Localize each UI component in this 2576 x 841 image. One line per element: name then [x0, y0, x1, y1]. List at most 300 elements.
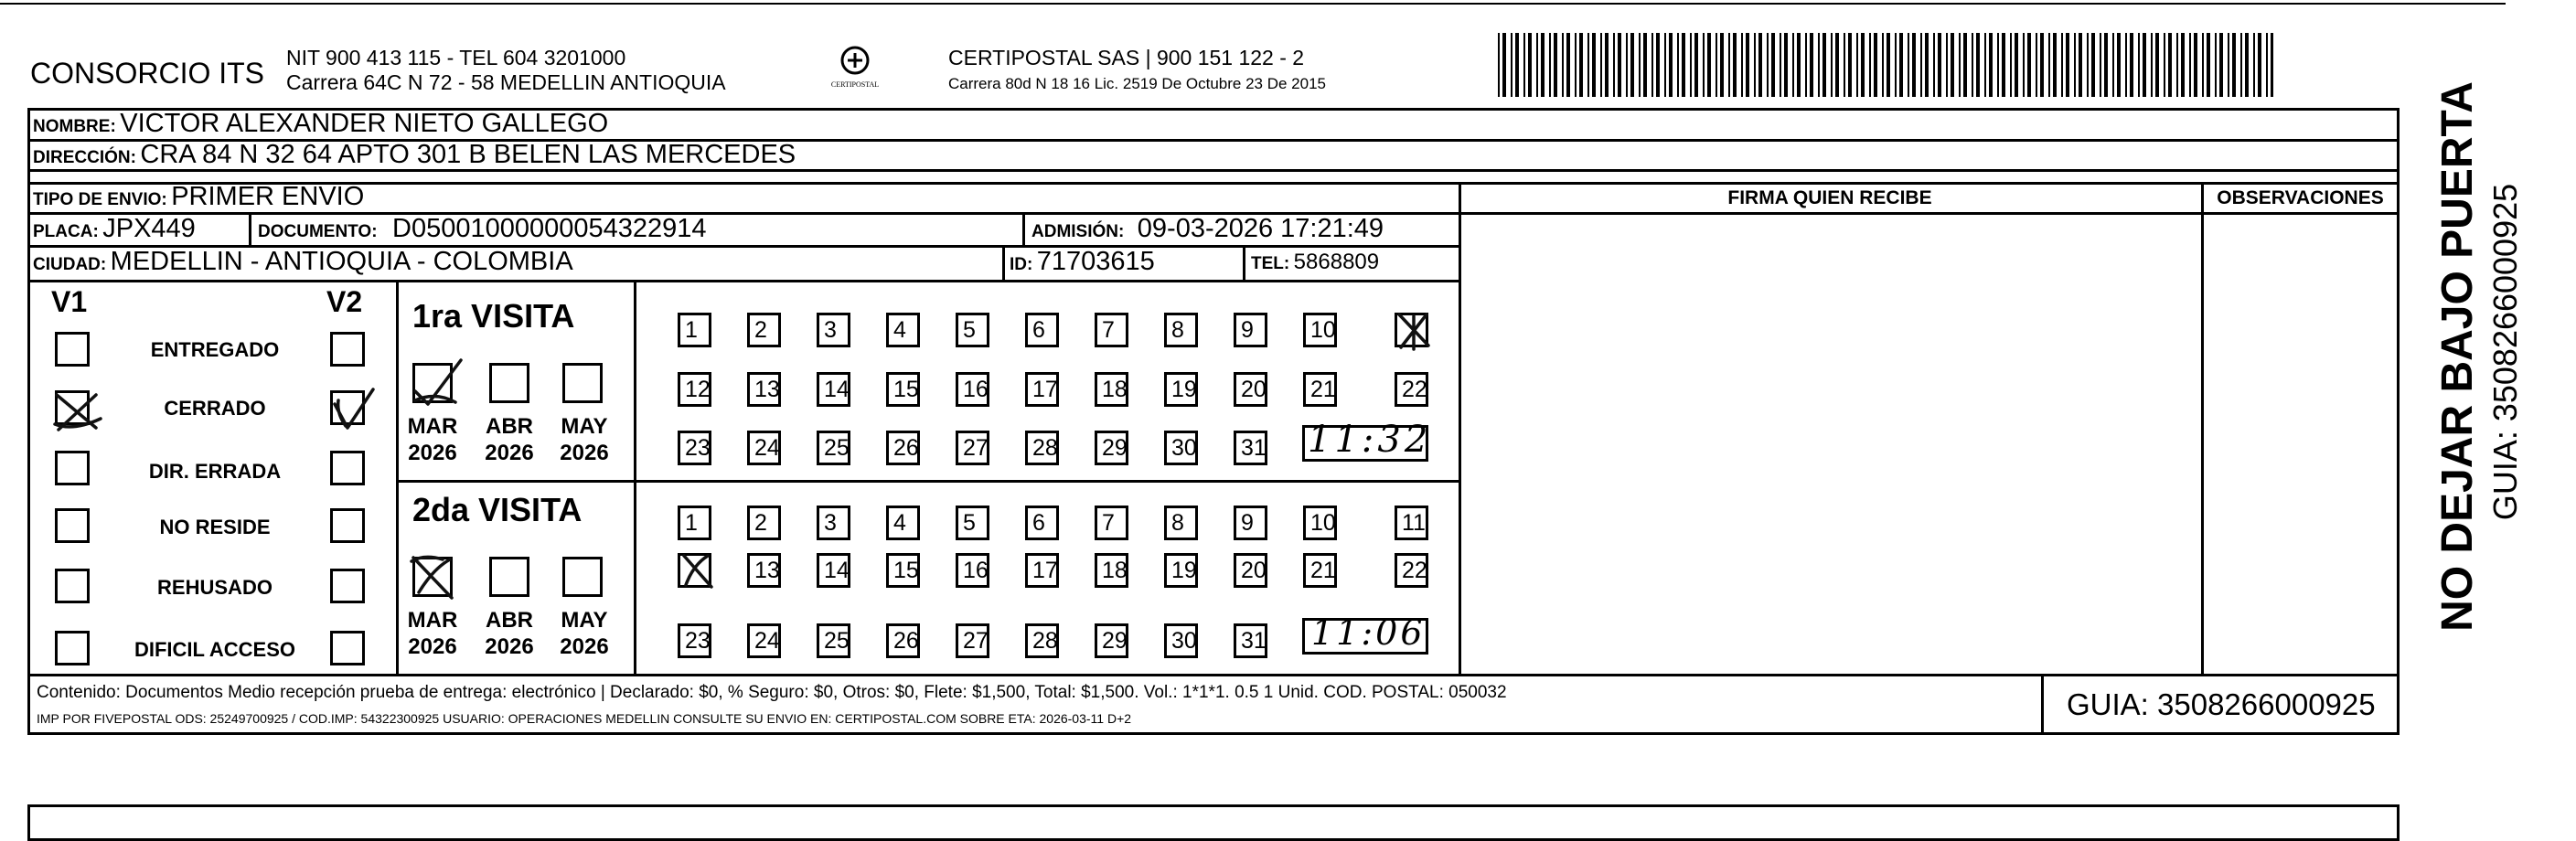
first-visit-day-label: 10 [1310, 317, 1336, 343]
first-visit-day-23[interactable] [678, 431, 711, 465]
first-visit-day-17[interactable] [1025, 372, 1059, 407]
barcode-bar [1613, 33, 1615, 97]
second-visit-month-may-box[interactable] [562, 557, 603, 597]
first-visit-day-13[interactable] [747, 372, 781, 407]
v2-checkbox-dificil-acceso[interactable] [330, 631, 365, 665]
barcode-bar [1720, 33, 1724, 97]
barcode-bar [2010, 33, 2012, 97]
first-visit-day-29[interactable] [1095, 431, 1128, 465]
v1-checkbox-entregado[interactable] [55, 332, 90, 367]
admision-row [1031, 216, 1384, 242]
barcode-bar [1541, 33, 1545, 97]
first-visit-title: 1ra VISITA [412, 297, 575, 335]
first-visit-month-abr-box[interactable] [489, 363, 529, 403]
v2-checkbox-no-reside[interactable] [330, 508, 365, 543]
second-visit-day-label: 9 [1241, 510, 1254, 536]
first-visit-mar-check-mark-icon [408, 355, 472, 411]
first-visit-day-27[interactable] [956, 431, 989, 465]
barcode-bar [2232, 33, 2236, 97]
first-visit-day-label: 3 [824, 317, 837, 343]
barcode-bar [1848, 33, 1852, 97]
barcode-bar [2258, 33, 2261, 97]
first-visit-month-may-box[interactable] [562, 363, 603, 403]
barcode-bar [1925, 33, 1929, 97]
second-visit-day-label: 17 [1032, 558, 1058, 583]
second-visit-day-10[interactable] [1303, 506, 1337, 540]
barcode-bar [1882, 33, 1884, 97]
first-visit-day-label: 2 [754, 317, 767, 343]
barcode-bar [1515, 33, 1519, 97]
barcode-bar [1984, 33, 1986, 97]
barcode-bar [2104, 33, 2108, 97]
second-visit-day-label: 19 [1171, 558, 1197, 583]
second-visit-day-label: 16 [963, 558, 989, 583]
barcode-bar [1741, 33, 1743, 97]
first-visit-day-1[interactable] [678, 313, 711, 347]
v1-cerrado-x-mark-icon [46, 384, 110, 439]
first-visit-day-label: 18 [1102, 377, 1128, 402]
barcode-bar [2143, 33, 2146, 97]
barcode-bar [2240, 33, 2242, 97]
barcode-bar [1728, 33, 1730, 97]
direccion-label: DIRECCIÓN: [33, 148, 136, 167]
reason-cerrado: CERRADO [164, 397, 266, 420]
second-visit-day-label: 30 [1171, 628, 1197, 654]
nombre-row [33, 111, 608, 137]
first-visit-month-abr: ABR [486, 414, 533, 439]
second-visit-month-abr-box[interactable] [489, 557, 529, 597]
second-visit-year: 2026 [560, 634, 609, 659]
second-visit-month-may: MAY [561, 608, 608, 633]
first-visit-day-6[interactable] [1025, 313, 1059, 347]
first-visit-day-label: 22 [1402, 377, 1427, 402]
first-visit-day-25[interactable] [817, 431, 850, 465]
first-visit-day-5[interactable] [956, 313, 989, 347]
barcode-bar [1933, 33, 1935, 97]
barcode-bar [1797, 33, 1801, 97]
second-visit-day-label: 23 [685, 628, 711, 654]
barcode-bar [1908, 33, 1909, 97]
second-visit-day-label: 31 [1241, 628, 1267, 654]
tel-value: 5868809 [1293, 250, 1380, 274]
second-visit-day-label: 8 [1171, 510, 1184, 536]
barcode-bar [1664, 33, 1666, 97]
barcode-bar [1951, 33, 1954, 97]
first-visit-day-22[interactable] [1395, 372, 1428, 407]
second-visit-day-label: 29 [1102, 628, 1128, 654]
tipo-row [33, 184, 364, 210]
barcode-bar [1733, 33, 1737, 97]
second-visit-day-15[interactable] [886, 553, 920, 588]
rule [1243, 245, 1245, 280]
second-visit-day-16[interactable] [956, 553, 989, 588]
second-visit-day-22[interactable] [1395, 553, 1428, 588]
second-visit-day-9[interactable] [1234, 506, 1267, 540]
barcode-bar [1780, 33, 1781, 97]
second-visit-day-label: 22 [1402, 558, 1427, 583]
admision-value: 09-03-2026 17:21:49 [1137, 214, 1384, 243]
second-visit-day-23[interactable] [678, 623, 711, 658]
barcode-bar [1536, 33, 1538, 97]
second-visit-day-label: 6 [1032, 510, 1045, 536]
second-visit-day-label: 3 [824, 510, 837, 536]
rule [1002, 245, 1005, 280]
first-visit-day-12[interactable] [678, 372, 711, 407]
second-visit-day-3[interactable] [817, 506, 850, 540]
barcode-bar [1767, 33, 1769, 97]
firma-label: FIRMA QUIEN RECIBE [1727, 187, 1932, 208]
v2-checkbox-entregado[interactable] [330, 332, 365, 367]
barcode-bar [1707, 33, 1711, 97]
barcode-bar [1600, 33, 1602, 97]
barcode-bar [1626, 33, 1628, 97]
second-visit-day-7[interactable] [1095, 506, 1128, 540]
rule [27, 182, 2400, 185]
rule [1022, 212, 1025, 245]
barcode-bar [1818, 33, 1820, 97]
second-visit-day-label: 5 [963, 510, 976, 536]
company-nit-tel: NIT 900 413 115 - TEL 604 3201000 [286, 46, 626, 69]
first-visit-day-3[interactable] [817, 313, 850, 347]
side-guia: GUIA: 3508266000925 [2486, 183, 2524, 521]
first-visit-day-20[interactable] [1234, 372, 1267, 407]
barcode-bar [2253, 33, 2255, 97]
second-visit-day-11[interactable] [1395, 506, 1428, 540]
barcode-bar [2091, 33, 2095, 97]
footer-imp: IMP POR FIVEPOSTAL ODS: 25249700925 / COD.IMP: 54322300925 USUARIO: OPERACIONES MEDELLIN CONSULTE SU ENVIO EN: CERTIPOSTAL.COM SOBRE ETA: 2026-03-11 D+2 [37, 711, 1132, 726]
barcode-bar [1895, 33, 1897, 97]
barcode-bar [1651, 33, 1653, 97]
barcode-bar [1822, 33, 1826, 97]
first-visit-day-18[interactable] [1095, 372, 1128, 407]
barcode-bar [2040, 33, 2044, 97]
barcode-bar [2168, 33, 2172, 97]
barcode-bar [1605, 33, 1609, 97]
top-edge-line [0, 3, 2506, 5]
first-visit-day-label: 26 [893, 435, 919, 461]
barcode-bar [2100, 33, 2101, 97]
barcode-bar [1758, 33, 1762, 97]
tel-label: TEL: [1251, 254, 1290, 273]
second-visit-day-18[interactable] [1095, 553, 1128, 588]
second-visit-day-30[interactable] [1164, 623, 1198, 658]
first-visit-year: 2026 [485, 441, 534, 465]
logo-caption: CERTIPOSTAL [830, 80, 880, 89]
barcode-bar [2117, 33, 2121, 97]
barcode-bar [2164, 33, 2165, 97]
first-visit-day-24[interactable] [747, 431, 781, 465]
certipostal-logo [828, 40, 882, 104]
side-no-dejar-bajo-puerta: NO DEJAR BAJO PUERTA [2433, 81, 2482, 632]
barcode-bar [1805, 33, 1807, 97]
second-visit-day-25[interactable] [817, 623, 850, 658]
barcode-bar [1754, 33, 1756, 97]
second-visit-day-19[interactable] [1164, 553, 1198, 588]
barcode-bar [2194, 33, 2197, 97]
first-visit-day-26[interactable] [886, 431, 920, 465]
second-visit-day-label: 14 [824, 558, 850, 583]
ciudad-value: MEDELLIN - ANTIOQUIA - COLOMBIA [110, 247, 573, 276]
id-value: 71703615 [1036, 247, 1155, 276]
nombre-label: NOMBRE: [33, 117, 116, 136]
first-visit-day-15[interactable] [886, 372, 920, 407]
second-visit-day-5[interactable] [956, 506, 989, 540]
second-visit-day-13[interactable] [747, 553, 781, 588]
second-visit-day-17[interactable] [1025, 553, 1059, 588]
rule [249, 212, 251, 245]
first-visit-day-7[interactable] [1095, 313, 1128, 347]
barcode-bar [1643, 33, 1647, 97]
first-visit-day-label: 31 [1241, 435, 1267, 461]
barcode-bar [2061, 33, 2063, 97]
second-visit-title: 2da VISITA [412, 491, 583, 528]
first-visit-day-28[interactable] [1025, 431, 1059, 465]
barcode-bar [1856, 33, 1858, 97]
barcode-bar [2130, 33, 2133, 97]
barcode-bar [1912, 33, 1916, 97]
first-visit-year: 2026 [408, 441, 457, 465]
second-visit-day-label: 2 [754, 510, 767, 536]
first-visit-day-16[interactable] [956, 372, 989, 407]
v1-checkbox-no-reside[interactable] [55, 508, 90, 543]
reason-no-reside: NO RESIDE [159, 516, 271, 538]
first-visit-day-label: 24 [754, 435, 780, 461]
barcode-bar [1562, 33, 1564, 97]
barcode-bar [1523, 33, 1525, 97]
first-visit-day-2[interactable] [747, 313, 781, 347]
second-visit-day-8[interactable] [1164, 506, 1198, 540]
barcode-bar [1844, 33, 1845, 97]
second-visit-day-label: 25 [824, 628, 850, 654]
reason-dir-errada: DIR. ERRADA [148, 460, 282, 483]
barcode-bar [2219, 33, 2223, 97]
first-visit-day-label: 13 [754, 377, 780, 402]
barcode-bar [1835, 33, 1839, 97]
reason-entregado: ENTREGADO [150, 338, 280, 361]
barcode-bar [1887, 33, 1890, 97]
documento-row [258, 216, 707, 242]
second-visit-month-abr: ABR [486, 608, 533, 633]
v2-checkbox-rehusado[interactable] [330, 569, 365, 603]
second-visit-day-26[interactable] [886, 623, 920, 658]
barcode-bar [1810, 33, 1813, 97]
rule [2201, 182, 2204, 674]
barcode-bar [2027, 33, 2031, 97]
second-visit-day-label: 27 [963, 628, 989, 654]
first-visit-day-label: 4 [893, 317, 906, 343]
second-visit-day-20[interactable] [1234, 553, 1267, 588]
barcode-bar [2215, 33, 2217, 97]
first-visit-day-label: 6 [1032, 317, 1045, 343]
barcode-bar [1587, 33, 1589, 97]
first-visit-day-9[interactable] [1234, 313, 1267, 347]
certipostal-logo-icon [828, 40, 882, 104]
second-visit-mar-x-mark-icon [406, 550, 470, 605]
second-visit-day-4[interactable] [886, 506, 920, 540]
barcode-bar [1771, 33, 1775, 97]
barcode-bar [1784, 33, 1788, 97]
first-visit-day-8[interactable] [1164, 313, 1198, 347]
second-visit-day-label: 11 [1402, 510, 1426, 536]
next-label-frame [27, 804, 2400, 841]
barcode-bar [1861, 33, 1865, 97]
first-visit-day-21[interactable] [1303, 372, 1337, 407]
placa-row [33, 216, 196, 242]
first-visit-day-label: 19 [1171, 377, 1197, 402]
barcode-bar [2189, 33, 2191, 97]
first-visit-day-label: 29 [1102, 435, 1128, 461]
second-visit-day-31[interactable] [1234, 623, 1267, 658]
barcode-bar [1639, 33, 1641, 97]
barcode-bar [1716, 33, 1717, 97]
first-visit-day-4[interactable] [886, 313, 920, 347]
first-visit-month-mar: MAR [407, 414, 458, 439]
second-visit-day-28[interactable] [1025, 623, 1059, 658]
barcode-bar [1669, 33, 1673, 97]
barcode-bar [1920, 33, 1922, 97]
first-visit-day-label: 30 [1171, 435, 1197, 461]
barcode-bar [2271, 33, 2273, 97]
rule [1459, 182, 1461, 674]
barcode-bar [2048, 33, 2050, 97]
barcode-bar [1592, 33, 1596, 97]
first-visit-day-label: 8 [1171, 317, 1184, 343]
v1-checkbox-rehusado[interactable] [55, 569, 90, 603]
direccion-value: CRA 84 N 32 64 APTO 301 B BELEN LAS MERCEDES [140, 140, 796, 169]
second-visit-year: 2026 [485, 634, 534, 659]
tipo-value: PRIMER ENVIO [171, 182, 365, 211]
barcode-bar [2074, 33, 2076, 97]
second-visit-day-label: 21 [1310, 558, 1336, 583]
id-row [1010, 249, 1155, 275]
second-visit-day-label: 7 [1102, 510, 1115, 536]
barcode-bar [1566, 33, 1570, 97]
first-visit-day-label: 27 [963, 435, 989, 461]
rule [27, 169, 2400, 172]
barcode-bar [2151, 33, 2153, 97]
second-visit-day-label: 15 [893, 558, 919, 583]
second-visit-day-1[interactable] [678, 506, 711, 540]
second-visit-day-2[interactable] [747, 506, 781, 540]
first-visit-day-31[interactable] [1234, 431, 1267, 465]
second-visit-day-6[interactable] [1025, 506, 1059, 540]
direccion-row [33, 142, 796, 168]
first-visit-day-label: 1 [685, 317, 698, 343]
first-visit-day-19[interactable] [1164, 372, 1198, 407]
barcode-bar [1549, 33, 1551, 97]
barcode-bar [1575, 33, 1577, 97]
tel-row [1251, 251, 1379, 273]
barcode-bar [1989, 33, 1993, 97]
barcode-bar [2079, 33, 2082, 97]
barcode-bar [1703, 33, 1705, 97]
first-visit-year: 2026 [560, 441, 609, 465]
barcode-bar [2181, 33, 2185, 97]
second-visit-day-label: 26 [893, 628, 919, 654]
second-visit-day-21[interactable] [1303, 553, 1337, 588]
company-address: Carrera 64C N 72 - 58 MEDELLIN ANTIOQUIA [286, 70, 726, 94]
barcode-bar [2207, 33, 2210, 97]
second-visit-day-14[interactable] [817, 553, 850, 588]
first-visit-day-label: 16 [963, 377, 989, 402]
barcode-bar [1502, 33, 1506, 97]
reason-rehusado: REHUSADO [157, 576, 273, 599]
first-visit-day-label: 14 [824, 377, 850, 402]
footer-guia: GUIA: 3508266000925 [2067, 687, 2376, 721]
barcode-bar [2112, 33, 2114, 97]
second-visit-day-12-mark-icon [675, 547, 719, 594]
second-visit-day-27[interactable] [956, 623, 989, 658]
first-visit-day-label: 9 [1241, 317, 1254, 343]
barcode-bar [1528, 33, 1532, 97]
second-visit-day-label: 28 [1032, 628, 1058, 654]
second-visit-day-label: 1 [685, 510, 698, 536]
v2-checkbox-dir-errada[interactable] [330, 451, 365, 485]
first-visit-day-label: 28 [1032, 435, 1058, 461]
reason-dificil-acceso: DIFICIL ACCESO [134, 638, 295, 661]
second-visit-day-24[interactable] [747, 623, 781, 658]
barcode-bar [1997, 33, 1999, 97]
second-visit-day-29[interactable] [1095, 623, 1128, 658]
barcode-image [1498, 33, 2273, 97]
first-visit-day-14[interactable] [817, 372, 850, 407]
barcode-bar [1869, 33, 1871, 97]
first-visit-day-label: 23 [685, 435, 711, 461]
ciudad-row [33, 249, 573, 275]
barcode-bar [1976, 33, 1980, 97]
barcode-bar [2125, 33, 2127, 97]
barcode-bar [1746, 33, 1749, 97]
documento-value: D05001000000054322914 [392, 214, 707, 243]
second-visit-day-label: 13 [754, 558, 780, 583]
barcode-bar [1792, 33, 1794, 97]
second-visit-day-label: 24 [754, 628, 780, 654]
first-visit-day-label: 25 [824, 435, 850, 461]
tipo-label: TIPO DE ENVIO: [33, 190, 167, 209]
barcode-bar [1554, 33, 1557, 97]
v1-label: V1 [51, 285, 88, 318]
placa-label: PLACA: [33, 222, 99, 241]
v2-label: V2 [326, 285, 363, 318]
barcode-bar [1498, 33, 1500, 97]
second-visit-time: 11:06 [1311, 612, 1426, 653]
observaciones-label: OBSERVACIONES [2217, 187, 2384, 208]
first-visit-day-label: 5 [963, 317, 976, 343]
v1-checkbox-dir-errada[interactable] [55, 451, 90, 485]
first-visit-day-30[interactable] [1164, 431, 1198, 465]
barcode-bar [1899, 33, 1903, 97]
second-visit-year: 2026 [408, 634, 457, 659]
second-visit-day-label: 10 [1310, 510, 1336, 536]
barcode-bar [2066, 33, 2069, 97]
barcode-bar [1946, 33, 1948, 97]
v1-checkbox-dificil-acceso[interactable] [55, 631, 90, 665]
first-visit-day-label: 17 [1032, 377, 1058, 402]
barcode-bar [1959, 33, 1961, 97]
barcode-bar [1694, 33, 1698, 97]
barcode-bar [2015, 33, 2018, 97]
first-visit-day-10[interactable] [1303, 313, 1337, 347]
barcode-bar [2036, 33, 2037, 97]
second-visit-day-label: 4 [893, 510, 906, 536]
rule [396, 480, 1459, 483]
placa-value: JPX449 [102, 214, 196, 243]
ciudad-label: CIUDAD: [33, 255, 107, 274]
rule [634, 280, 636, 674]
second-visit-day-label: 18 [1102, 558, 1128, 583]
barcode-bar [2176, 33, 2178, 97]
carrier-name: CERTIPOSTAL SAS | 900 151 122 - 2 [948, 46, 1305, 69]
